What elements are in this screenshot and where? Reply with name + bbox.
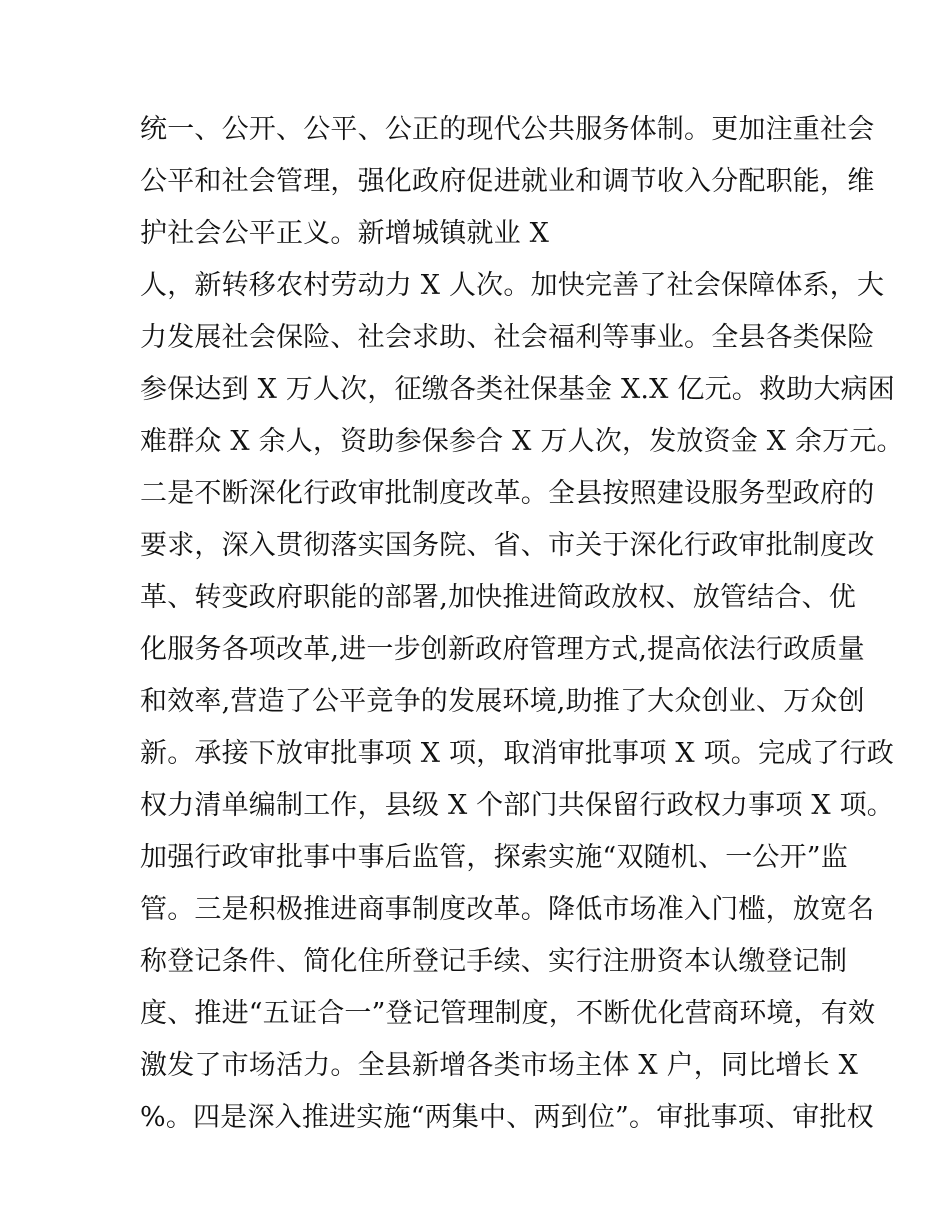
text-line: 度、推进“五证合一”登记管理制度，不断优化营商环境，有效 (140, 998, 876, 1029)
text-line: 力发展社会保险、社会求助、社会福利等事业。全县各类保险 (140, 322, 875, 353)
text-line: 激发了市场活力。全县新增各类市场主体 X 户，同比增长 X (140, 1050, 858, 1081)
body-text (140, 104, 904, 1144)
text-line: 化服务各项改革,进一步创新政府管理方式,提高依法行政质量 (140, 634, 865, 665)
text-line: %。四是深入推进实施“两集中、两到位”。审批事项、审批权 (140, 1102, 874, 1133)
text-line: 加强行政审批事中事后监管，探索实施“双随机、一公开”监 (140, 842, 849, 873)
text-line: 新。承接下放审批事项 X 项，取消审批事项 X 项。完成了行政 (140, 738, 894, 769)
text-line: 革、转变政府职能的部署,加快推进简政放权、放管结合、优 (140, 582, 856, 613)
text-line: 公平和社会管理，强化政府促进就业和调节收入分配职能，维 (140, 166, 875, 197)
text-line: 难群众 X 余人，资助参保参合 X 万人次，发放资金 X 余万元。 (140, 426, 904, 457)
text-line: 管。三是积极推进商事制度改革。降低市场准入门槛，放宽名 (140, 894, 875, 925)
text-line: 称登记条件、简化住所登记手续、实行注册资本认缴登记制 (140, 946, 848, 977)
text-line: 权力清单编制工作，县级 X 个部门共保留行政权力事项 X 项。 (140, 790, 894, 821)
text-line: 和效率,营造了公平竞争的发展环境,助推了大众创业、万众创 (140, 686, 865, 717)
text-line: 要求，深入贯彻落实国务院、省、市关于深化行政审批制度改 (140, 530, 875, 561)
text-line: 参保达到 X 万人次，征缴各类社保基金 X.X 亿元。救助大病困 (140, 374, 895, 405)
text-line: 二是不断深化行政审批制度改革。全县按照建设服务型政府的 (140, 478, 875, 509)
text-line: 人，新转移农村劳动力 X 人次。加快完善了社会保障体系，大 (140, 270, 885, 301)
text-line: 统一、公开、公平、公正的现代公共服务体制。更加注重社会 (140, 114, 875, 145)
text-line: 护社会公平正义。新增城镇就业 X (140, 218, 550, 249)
